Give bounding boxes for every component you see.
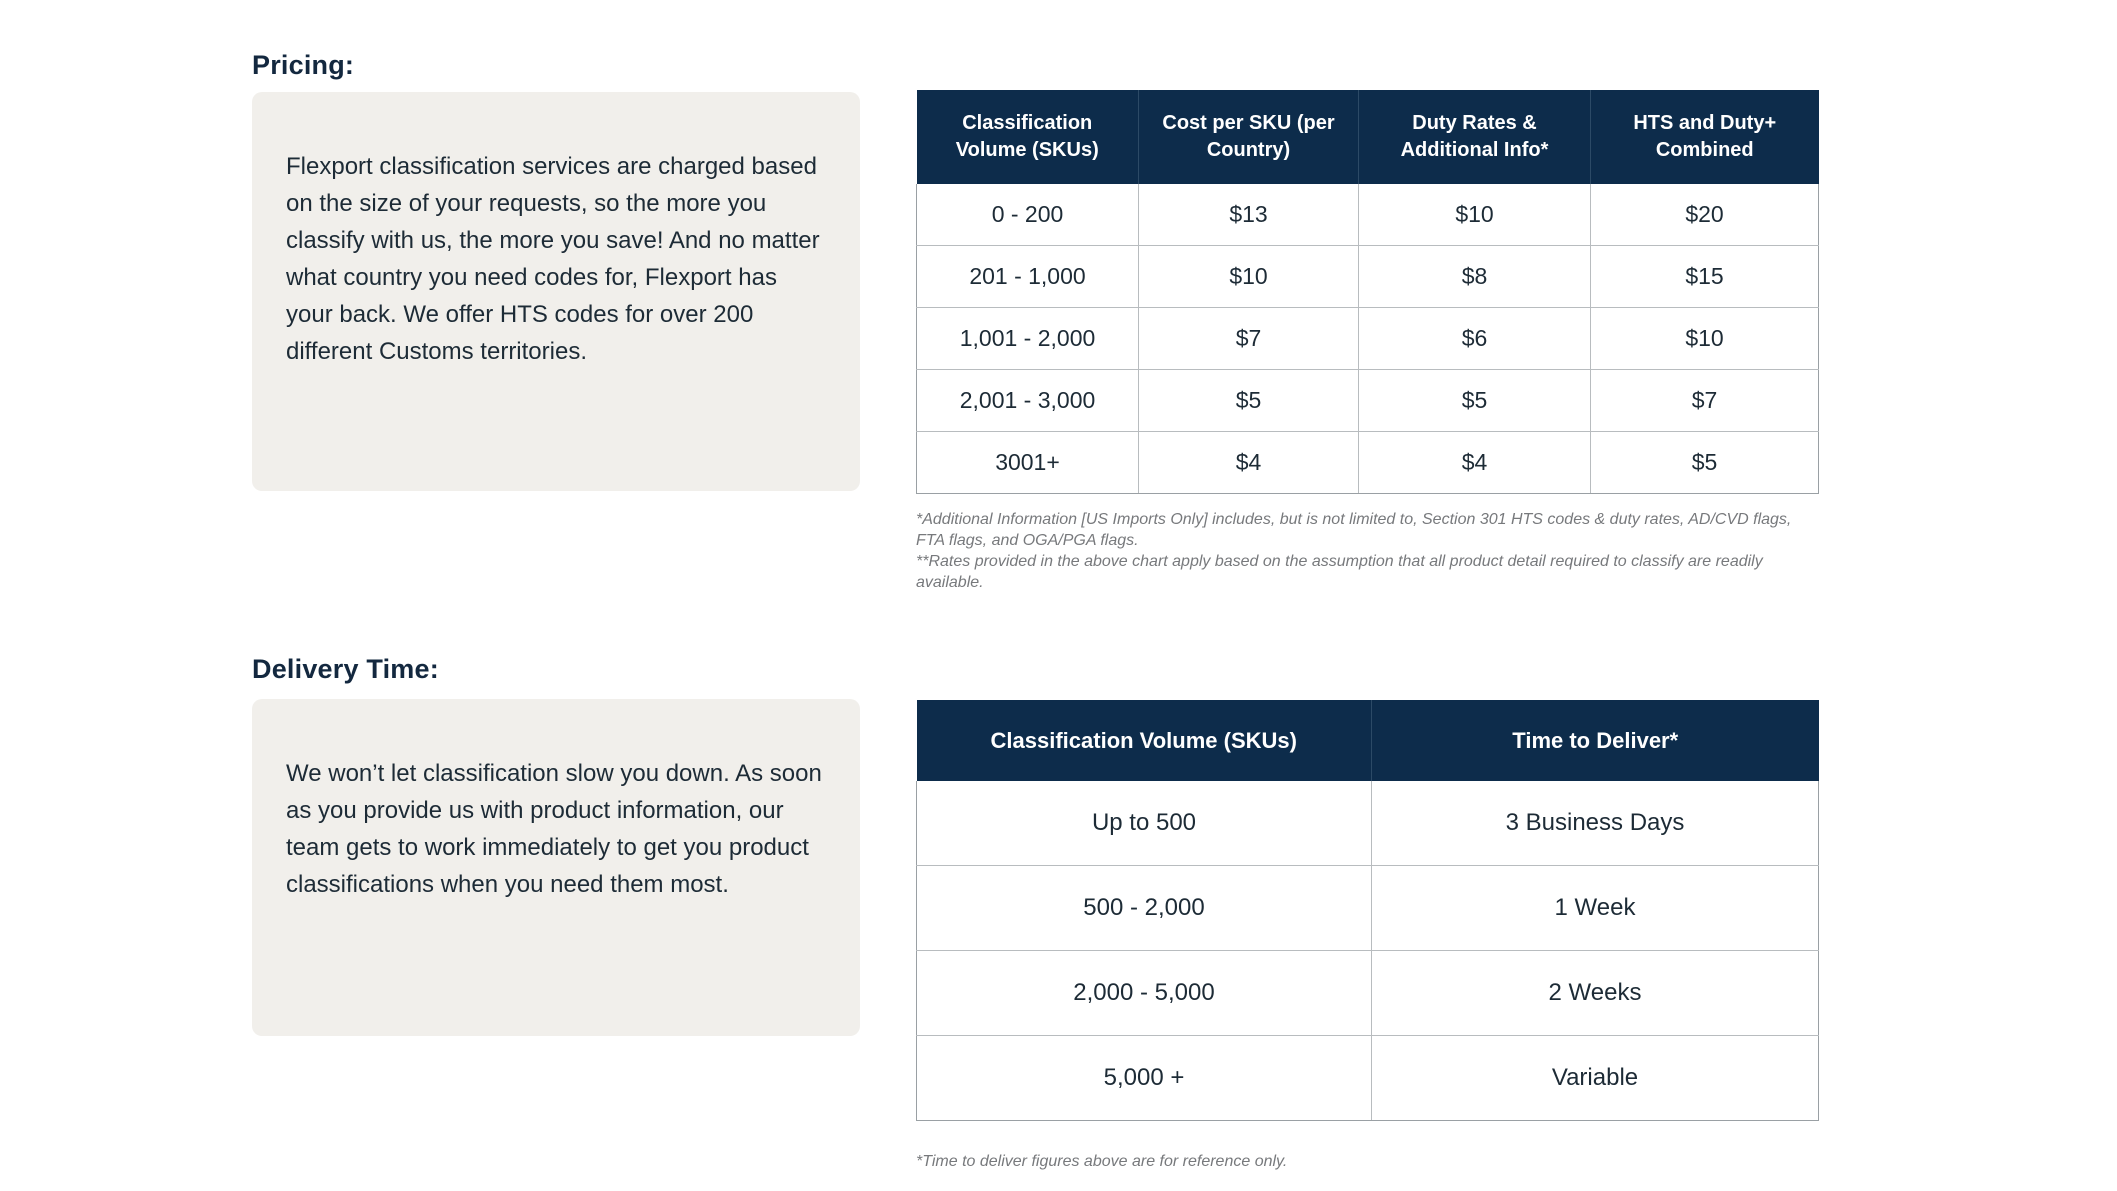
cell-hts-duty-combined: $7 bbox=[1591, 370, 1819, 432]
pricing-footnotes bbox=[916, 509, 1811, 593]
cell-volume: 500 - 2,000 bbox=[917, 866, 1372, 951]
cell-cost-per-sku: $10 bbox=[1139, 246, 1359, 308]
delivery-table-container bbox=[916, 700, 1818, 1172]
cell-duty-rates: $6 bbox=[1359, 308, 1591, 370]
table-row bbox=[917, 866, 1819, 951]
column-header-volume: Classification Volume (SKUs) bbox=[917, 90, 1139, 184]
column-header-volume: Classification Volume (SKUs) bbox=[917, 700, 1372, 781]
cell-duty-rates: $8 bbox=[1359, 246, 1591, 308]
pricing-section-heading: Pricing: bbox=[252, 50, 355, 80]
table-row bbox=[917, 184, 1819, 246]
pricing-table bbox=[916, 90, 1819, 494]
cell-cost-per-sku: $7 bbox=[1139, 308, 1359, 370]
table-row bbox=[917, 1036, 1819, 1121]
column-header-hts-duty-combined: HTS and Duty+ Combined bbox=[1591, 90, 1819, 184]
column-header-duty-rates: Duty Rates & Additional Info* bbox=[1359, 90, 1591, 184]
cell-volume: 1,001 - 2,000 bbox=[917, 308, 1139, 370]
column-header-cost-per-sku: Cost per SKU (per Country) bbox=[1139, 90, 1359, 184]
table-row bbox=[917, 951, 1819, 1036]
cell-time-to-deliver: 3 Business Days bbox=[1372, 781, 1819, 866]
table-row bbox=[917, 246, 1819, 308]
cell-cost-per-sku: $4 bbox=[1139, 432, 1359, 494]
delivery-description-card bbox=[252, 699, 860, 1036]
cell-volume: 0 - 200 bbox=[917, 184, 1139, 246]
cell-hts-duty-combined: $20 bbox=[1591, 184, 1819, 246]
pricing-table-container bbox=[916, 90, 1818, 593]
cell-time-to-deliver: 1 Week bbox=[1372, 866, 1819, 951]
delivery-table bbox=[916, 700, 1819, 1121]
cell-cost-per-sku: $13 bbox=[1139, 184, 1359, 246]
cell-hts-duty-combined: $10 bbox=[1591, 308, 1819, 370]
cell-duty-rates: $4 bbox=[1359, 432, 1591, 494]
delivery-footnotes bbox=[916, 1151, 1811, 1172]
pricing-description-card bbox=[252, 92, 860, 491]
delivery-table-head bbox=[917, 700, 1819, 781]
delivery-description-text: We won’t let classification slow you down. As soon as you provide us with product information, our team gets to work immediately to get you product classifications when you need them most. bbox=[286, 760, 822, 898]
footnote-additional-info: *Additional Information [US Imports Only] includes, but is not limited to, Section 301 HTS codes & duty rates, AD/CVD flags, FTA flags, and OGA/PGA flags. bbox=[916, 511, 1792, 549]
cell-hts-duty-combined: $15 bbox=[1591, 246, 1819, 308]
cell-cost-per-sku: $5 bbox=[1139, 370, 1359, 432]
table-row bbox=[917, 781, 1819, 866]
cell-volume: 201 - 1,000 bbox=[917, 246, 1139, 308]
footnote-rates-assumption: **Rates provided in the above chart apply based on the assumption that all product detail required to classify are readily available. bbox=[916, 553, 1763, 591]
cell-volume: 5,000 + bbox=[917, 1036, 1372, 1121]
table-row bbox=[917, 432, 1819, 494]
table-row bbox=[917, 308, 1819, 370]
cell-volume: Up to 500 bbox=[917, 781, 1372, 866]
cell-hts-duty-combined: $5 bbox=[1591, 432, 1819, 494]
pricing-table-head bbox=[917, 90, 1819, 184]
table-row bbox=[917, 370, 1819, 432]
pricing-table-body bbox=[917, 184, 1819, 494]
table-header-row bbox=[917, 90, 1819, 184]
footnote-time-reference: *Time to deliver figures above are for reference only. bbox=[916, 1153, 1288, 1170]
cell-duty-rates: $5 bbox=[1359, 370, 1591, 432]
cell-volume: 2,000 - 5,000 bbox=[917, 951, 1372, 1036]
cell-time-to-deliver: 2 Weeks bbox=[1372, 951, 1819, 1036]
cell-time-to-deliver: Variable bbox=[1372, 1036, 1819, 1121]
delivery-section-heading: Delivery Time: bbox=[252, 654, 439, 684]
table-header-row bbox=[917, 700, 1819, 781]
delivery-table-body bbox=[917, 781, 1819, 1121]
column-header-time-to-deliver: Time to Deliver* bbox=[1372, 700, 1819, 781]
cell-duty-rates: $10 bbox=[1359, 184, 1591, 246]
cell-volume: 3001+ bbox=[917, 432, 1139, 494]
pricing-description-text: Flexport classification services are charged based on the size of your requests, so the more you classify with us, the more you save! And no matter what country you need codes for, Flexport has your back. We offer HTS codes for over 200 different Customs territories. bbox=[286, 153, 820, 365]
cell-volume: 2,001 - 3,000 bbox=[917, 370, 1139, 432]
